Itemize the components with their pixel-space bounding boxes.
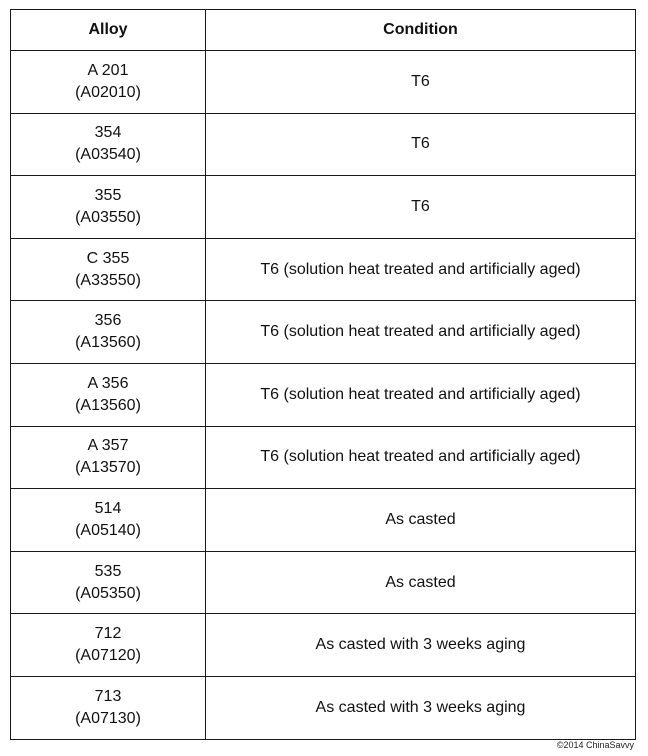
alloy-name: A 356 (87, 374, 129, 392)
alloy-cell (11, 238, 206, 301)
alloy-uns-code: (A03540) (75, 146, 141, 164)
condition-cell: T6 (206, 51, 636, 114)
table-row (11, 51, 636, 114)
alloy-cell (11, 363, 206, 426)
table-row (11, 551, 636, 614)
condition-cell: As casted with 3 weeks aging (206, 614, 636, 677)
alloy-uns-code: (A03550) (75, 208, 141, 226)
table-row (11, 363, 636, 426)
table-row (11, 614, 636, 677)
condition-cell: T6 (206, 176, 636, 239)
alloy-name: 712 (94, 625, 122, 643)
alloy-name: 713 (94, 687, 122, 705)
table-row (11, 238, 636, 301)
alloy-name: 356 (94, 312, 122, 330)
alloy-cell (11, 489, 206, 552)
alloy-uns-code: (A07120) (75, 647, 141, 665)
alloy-uns-code: (A07130) (75, 709, 141, 727)
table-body (11, 51, 636, 740)
alloy-cell (11, 301, 206, 364)
alloy-uns-code: (A33550) (75, 271, 141, 289)
alloy-cell (11, 551, 206, 614)
condition-cell: As casted with 3 weeks aging (206, 676, 636, 739)
alloy-uns-code: (A05350) (75, 584, 141, 602)
condition-cell: T6 (solution heat treated and artificially aged) (206, 301, 636, 364)
table-row (11, 676, 636, 739)
alloy-name: A 357 (87, 437, 129, 455)
alloy-name: A 201 (87, 61, 129, 79)
header-condition: Condition (206, 10, 636, 51)
condition-cell: T6 (solution heat treated and artificially aged) (206, 363, 636, 426)
alloy-condition-table (10, 9, 636, 740)
alloy-uns-code: (A13560) (75, 334, 141, 352)
alloy-cell (11, 614, 206, 677)
alloy-cell (11, 676, 206, 739)
header-alloy: Alloy (11, 10, 206, 51)
table-row (11, 301, 636, 364)
alloy-uns-code: (A05140) (75, 521, 141, 539)
condition-cell: T6 (206, 113, 636, 176)
table-row (11, 489, 636, 552)
header-row (11, 10, 636, 51)
alloy-uns-code: (A13570) (75, 459, 141, 477)
condition-cell: T6 (solution heat treated and artificially aged) (206, 426, 636, 489)
alloy-cell (11, 113, 206, 176)
alloy-cell (11, 51, 206, 114)
copyright-notice: ©2014 ChinaSavvy (556, 740, 634, 750)
condition-cell: As casted (206, 489, 636, 552)
alloy-name: 355 (94, 186, 122, 204)
table-row (11, 426, 636, 489)
alloy-cell (11, 176, 206, 239)
alloy-name: 514 (94, 499, 122, 517)
alloy-uns-code: (A02010) (75, 83, 141, 101)
table-row (11, 176, 636, 239)
condition-cell: T6 (solution heat treated and artificially aged) (206, 238, 636, 301)
alloy-uns-code: (A13560) (75, 396, 141, 414)
alloy-name: C 355 (86, 249, 130, 267)
alloy-cell (11, 426, 206, 489)
alloy-name: 354 (94, 124, 122, 142)
condition-cell: As casted (206, 551, 636, 614)
alloy-name: 535 (94, 562, 122, 580)
table-row (11, 113, 636, 176)
